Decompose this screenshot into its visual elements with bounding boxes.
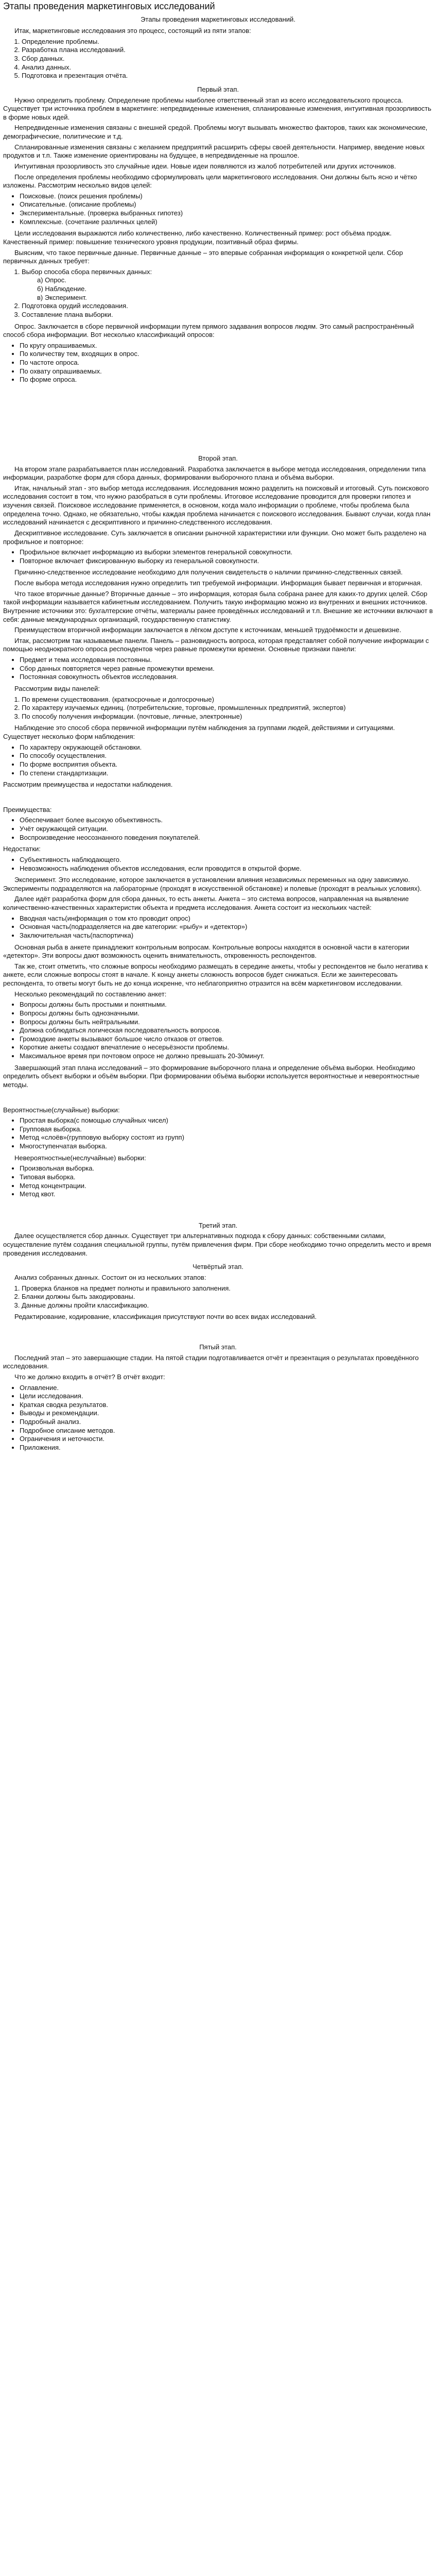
list-item: • Ограничения и неточности. (20, 1435, 433, 1444)
list-item: • Максимальное время при почтовом опросе не должно превышать 20-30минут. (20, 1052, 433, 1061)
sub-list (22, 276, 433, 302)
list-item: • Вопросы должны быть однозначными. (20, 1009, 433, 1018)
list-item: • Цели исследования. (20, 1392, 433, 1401)
nonprobabilistic-list (3, 1164, 433, 1199)
list-item: • По форме опроса. (20, 376, 433, 384)
paragraph: Что такое вторичные данные? Вторичные данные – это информация, которая была собрана ранее для каких-то других целей. Сбор такой информации называется кабинетным исследованием. Получить такую информацию можно из внутренних и внешних источников. Внутренние источники это: бухгалтерские отчёты, материалы ранее проведённых исследований и т.п. Внешние же источники включают в себя: данные международных организаций, государственную статистику. (3, 589, 433, 623)
list-item: • Предмет и тема исследования постоянны. (20, 656, 433, 665)
list-item: 3. По способу получения информации. (почтовые, личные, электронные) (22, 713, 433, 721)
list-item: • Громоздкие анкеты вызывают большое число отказов от ответов. (20, 1035, 433, 1044)
advantages-list (3, 816, 433, 842)
analysis-steps-list (3, 1284, 433, 1310)
disadvantages-heading: Недостатки: (3, 845, 41, 853)
observation-forms-list (3, 743, 433, 778)
paragraph: Преимуществом вторичной информации заключается в лёгком доступе к источникам, меньшей трудоёмкости и дешевизне. (14, 626, 402, 634)
requirements-list (3, 268, 433, 319)
list-item-label: Выбор способа сбора первичных данных: (22, 267, 152, 276)
list-item: • Подробный анализ. (20, 1418, 433, 1427)
list-item: • Комплексные. (сочетание различных целей) (20, 218, 433, 227)
list-item: • Произвольная выборка. (20, 1164, 433, 1173)
paragraph: Далее осуществляется сбор данных. Существует три альтернативных подхода к сбору данных: собственными силами, осуществление путём создания специальной группы, путём привлечения фирм. При сборе необходимо точно определить место и время проведения исследования. (3, 1232, 431, 1257)
list-item: • По характеру окружающей обстановки. (20, 743, 433, 752)
list-item: 3. Сбор данных. (22, 55, 433, 63)
list-item: • Профильное включает информацию из выборки элементов генеральной совокупности. (20, 548, 433, 557)
blank-space (3, 1092, 433, 1106)
recommendations-list (3, 1001, 433, 1060)
paragraph: Основная рыба в анкете принадлежит контрольным вопросам. Контрольные вопросы находятся в основной части в категории «детектор». Эти вопросы дают возможность оценить внимательность, откровенность респондентов. (3, 943, 409, 960)
list-item: • По охвату опрашиваемых. (20, 367, 433, 376)
list-item: • Вводная часть(информация о том кто проводит опрос) (20, 914, 433, 923)
paragraph: Рассмотрим виды панелей: (14, 684, 100, 692)
list-item (22, 268, 433, 302)
list-item: • Сбор данных повторяется через равные промежутки времени. (20, 665, 433, 673)
section-heading-stage1: Первый этап. (197, 85, 239, 93)
descriptive-list (3, 548, 433, 565)
paragraph: Опрос. Заключается в сборе первичной информации путем прямого задавания вопросов людям. Это самый распространённый способ сбора информации. Вот несколько классификаций опросов: (3, 322, 414, 339)
list-item: • По частоте опроса. (20, 359, 433, 367)
list-item: • Простая выборка(с помощью случайных чисел) (20, 1116, 433, 1125)
list-item: • По количеству тем, входящих в опрос. (20, 350, 433, 359)
section-heading-stage2: Второй этап. (198, 454, 238, 462)
nonprobabilistic-heading: Невероятностные(неслучайные) выборки: (14, 1154, 146, 1162)
paragraph: Последний этап – это завершающие стадии. На пятой стадии подготавливается отчёт и презентация о результатах проведённого исследования. (3, 1353, 419, 1370)
paragraph: После определения проблемы необходимо сформулировать цели маркетингового исследования. Они должны быть ясно и чётко изложены. Рассмотрим несколько видов целей: (3, 173, 417, 190)
paragraph: Выясним, что такое первичные данные. Первичные данные – это впервые собранная информация о конкретной цели. Сбор первичных данных требует: (3, 248, 403, 265)
list-item: • Типовая выборка. (20, 1173, 433, 1182)
list-item: а) Опрос. (37, 276, 66, 284)
paragraph: Спланированные изменения связаны с желанием предприятий расширить сферы своей деятельности. Например, введение новых продуктов и т.п. Также изменение ориентированы на будущее, в непредвиденные на прошлое. (3, 143, 425, 160)
list-item: • Вопросы должны быть нейтральными. (20, 1018, 433, 1027)
paragraph: Причинно-следственное исследование необходимо для получения свидетельств о наличии причинно-следственных связей. (14, 568, 403, 577)
paragraph: Так же, стоит отметить, что сложные вопросы необходимо размещать в середине анкеты, чтобы у респондентов не было негатива к анкете, если сложные вопросы стоят в начале. К концу анкеты сложность вопросов будет снижаться. Если же заинтересовать респондента, то ответы могут быть не до конца искренне, что неблагоприятно отразится на всём маркетинговом исследовании. (3, 962, 428, 988)
list-item: • Экспериментальные. (проверка выбранных гипотез) (20, 209, 433, 218)
list-item: 1. Определение проблемы. (22, 38, 433, 46)
list-item: • Подробное описание методов. (20, 1427, 433, 1435)
list-item: 2. Подготовка орудий исследования. (22, 302, 433, 311)
list-item: • Постоянная совокупность объектов исследования. (20, 673, 433, 682)
list-item: • Воспроизведение неосознанного поведения покупателей. (20, 834, 433, 842)
paragraph: Цели исследования выражаются либо количественно, либо качественно. Количественный пример: рост объёма продаж. Качественный пример: повышение технического уровня продукции, позитивный образ фирмы. (3, 229, 392, 246)
list-item: • Оглавление. (20, 1384, 433, 1393)
paragraph: Что же должно входить в отчёт? В отчёт входит: (14, 1372, 165, 1381)
list-item: • Поисковые. (поиск решения проблемы) (20, 192, 433, 201)
list-item: • Краткая сводка результатов. (20, 1401, 433, 1410)
list-item: 3. Данные должны пройти классификацию. (22, 1301, 433, 1310)
list-item: • По форме восприятия объекта. (20, 760, 433, 769)
list-item: 3. Составление плана выборки. (22, 311, 433, 319)
list-item: 4. Анализ данных. (22, 63, 433, 72)
paragraph: Нужно определить проблему. Определение проблемы наиболее ответственный этап из всего исследовательского процесса. Существует три источника проблем в маркетинге: непредвиденные изменения, спланированные изменения, интуитивная прозорливость в форме новых идей. (3, 96, 431, 121)
list-item: • По степени стандартизации. (20, 769, 433, 778)
paragraph: На втором этапе разрабатывается план исследований. Разработка заключается в выборе метода исследования, определении типа информации, разработке форм для сбора данных, формировании выборочного плана и объёма выборки. (3, 465, 426, 482)
list-item: • Повторное включает фиксированную выборку из генеральной совокупности. (20, 557, 433, 566)
list-item: • Субъективность наблюдающего. (20, 856, 433, 865)
list-item: • Метод «слоёв»(групповую выборку состоят из групп) (20, 1133, 433, 1142)
document (0, 1, 436, 1466)
blank-space (3, 791, 433, 806)
paragraph: Итак, рассмотрим так называемые панели. Панель – разновидность вопроса, которая представляет собой получение информации с помощью неоднократного опроса респондентов через равные промежутки времени. Основные признаки панели: (3, 636, 429, 653)
panel-types-list (3, 696, 433, 721)
goals-list (3, 192, 433, 227)
list-item: • Обеспечивает более высокую объективность. (20, 816, 433, 825)
paragraph: Рассмотрим преимущества и недостатки наблюдения. (3, 781, 173, 789)
blank-space (3, 1202, 433, 1216)
section-heading-stage3: Третий этап. (198, 1221, 238, 1229)
probabilistic-heading: Вероятностные(случайные) выборки: (3, 1106, 120, 1114)
paragraph: Эксперимент. Это исследование, которое заключается в установлении влияния независимых переменных на одну зависимую. Эксперименты подразделяются на лабораторные (проходят в искусственной обстановке) и полевые (проходят в реальных условиях). (3, 876, 422, 892)
stages-list (3, 38, 433, 80)
report-items-list (3, 1384, 433, 1452)
blank-space (3, 1324, 433, 1338)
section-heading-stage4: Четвёртый этап. (193, 1263, 243, 1271)
list-item: • Описательные. (описание проблемы) (20, 200, 433, 209)
questionnaire-parts-list (3, 914, 433, 940)
paragraph: Дескриптивное исследование. Суть заключается в описании рыночной характеристики или функции. Оно может быть разделено на профильное и повторное: (3, 529, 427, 546)
list-item: • Групповая выборка. (20, 1125, 433, 1134)
paragraph: Редактирование, кодирование, классификация присутствуют почти во всех видах исследований. (14, 1313, 317, 1321)
list-item: • Учёт окружающей ситуации. (20, 825, 433, 834)
list-item: в) Эксперимент. (37, 293, 87, 301)
list-item: • По кругу опрашиваемых. (20, 342, 433, 350)
section-heading-stage5: Пятый этап. (199, 1343, 237, 1351)
list-item: • Метод квот. (20, 1190, 433, 1199)
document-subtitle: Этапы проведения маркетинговых исследований. (141, 15, 295, 23)
list-item: • Невозможность наблюдения объектов исследования, если проводится в открытой форме. (20, 865, 433, 873)
probabilistic-list (3, 1116, 433, 1151)
advantages-heading: Преимущества: (3, 805, 52, 814)
panel-features-list (3, 656, 433, 682)
list-item: 2. По характеру изучаемых единиц. (потребительские, торговые, промышленных предприятий, экспертов) (22, 704, 433, 713)
list-item: 2. Разработка плана исследований. (22, 46, 433, 55)
list-item: • Должна соблюдаться логическая последовательность вопросов. (20, 1026, 433, 1035)
list-item: • Вопросы должны быть простыми и понятными. (20, 1001, 433, 1009)
list-item: • Многоступенчатая выборка. (20, 1142, 433, 1151)
list-item: 2. Бланки должны быть закодированы. (22, 1293, 433, 1301)
paragraph: Анализ собранных данных. Состоит он из нескольких этапов: (14, 1273, 206, 1281)
page-title: Этапы проведения маркетинговых исследований (3, 1, 215, 11)
paragraph: Интуитивная прозорливость это случайные идеи. Новые идеи появляются из жалоб потребителей или других источников. (14, 162, 396, 170)
list-item: • Метод концентрации. (20, 1182, 433, 1191)
list-item: 1. Проверка бланков на предмет полноты и правильного заполнения. (22, 1284, 433, 1293)
paragraph: Итак, начальный этап - это выбор метода исследования. Исследования можно разделить на поисковый и итоговый. Суть поискового исследования состоит в том, что нужно разобраться в сути проблемы. Итоговое исследование проводится для проверки гипотез и изучения связей. Поисковое исследование применяется, в основном, когда мало информации о проблеме, чтобы проблема была определена точно. Однако, не обязательно, чтобы каждая проблема начинается с поискового исследования. Бывают случаи, когда план исследований начинается с дескриптивного и причинно-следственного исследования. (3, 484, 431, 527)
list-item: б) Наблюдение. (37, 285, 87, 293)
list-item: • Приложения. (20, 1444, 433, 1452)
list-item: 5. Подготовка и презентация отчёта. (22, 72, 433, 80)
paragraph: После выбора метода исследования нужно определить тип требуемой информации. Информация бывает первичная и вторичная. (14, 579, 423, 587)
paragraph: Далее идёт разработка форм для сбора данных, то есть анкеты. Анкета – это система вопросов, направленная на выявление количественно-качественных характеристик объекта и предмета исследования. Анкета состоит из нескольких частей: (3, 895, 409, 912)
blank-space (3, 387, 433, 449)
paragraph: Несколько рекомендаций по составлению анкет: (14, 990, 167, 998)
list-item: • Заключительная часть(паспортичка) (20, 931, 433, 940)
paragraph: Наблюдение это способ сбора первичной информации путём наблюдения за группами людей, действиями и ситуациями. Существует несколько форм наблюдения: (3, 724, 395, 741)
intro-paragraph: Итак, маркетинговые исследования это процесс, состоящий из пяти этапов: (14, 27, 251, 35)
paragraph: Завершающий этап плана исследований – это формирование выборочного плана и определение объёма выборки. Необходимо определить объект выборки и объём выборки. При формировании объёма выборки используется вероятностные и невероятностные методы. (3, 1063, 420, 1089)
list-item: 1. По времени существования. (краткосрочные и долгосрочные) (22, 696, 433, 704)
list-item: • Выводы и рекомендации. (20, 1409, 433, 1418)
list-item: • Основная часть(подразделяется на две категории: «рыбу» и «детектор») (20, 923, 433, 931)
list-item: • Короткие анкеты создают впечатление о несерьёзности проблемы. (20, 1043, 433, 1052)
survey-types-list (3, 342, 433, 384)
list-item: • По способу осуществления. (20, 752, 433, 760)
disadvantages-list (3, 856, 433, 873)
paragraph: Непредвиденные изменения связаны с внешней средой. Проблемы могут вызывать множество факторов, таких как экономические, демографические, политические и т.д. (3, 124, 428, 141)
